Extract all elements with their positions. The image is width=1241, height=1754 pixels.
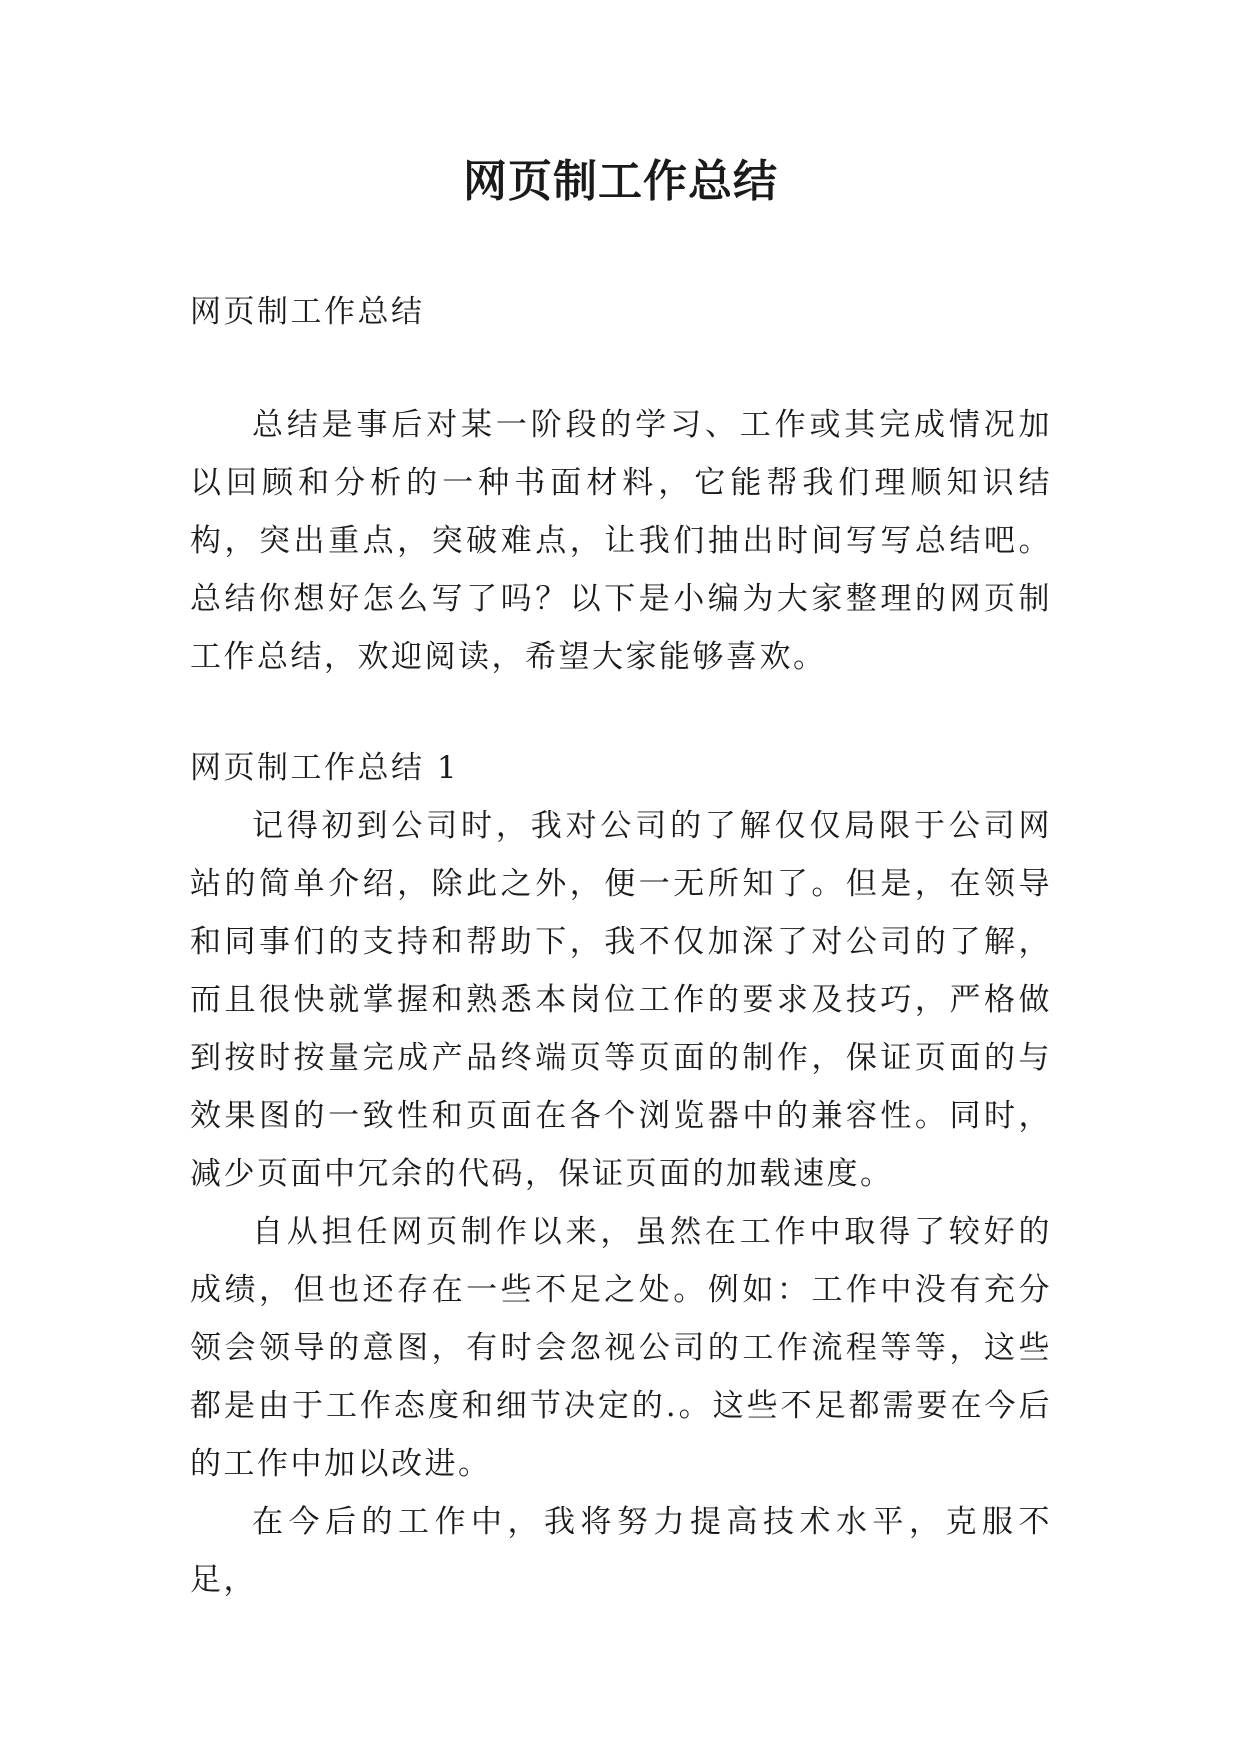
body-paragraph: 记得初到公司时，我对公司的了解仅仅局限于公司网站的简单介绍，除此之外，便一无所知了。但是，在领导和同事们的支持和帮助下，我不仅加深了对公司的了解，而且很快就掌握和熟悉本岗位工作的要求及技巧，严格做到按时按量完成产品终端页等页面的制作，保证页面的与效果图的一致性和页面在各个浏览器中的兼容性。同时，减少页面中冗余的代码，保证页面的加载速度。 (190, 808, 1052, 1192)
spacer (190, 686, 1052, 739)
document-title: 网页制工作总结 (463, 156, 778, 207)
document-body (190, 283, 1052, 1609)
intro-paragraph: 总结是事后对某一阶段的学习、工作或其完成情况加以回顾和分析的一种书面材料，它能帮我们理顺知识结构，突出重点，突破难点，让我们抽出时间写写总结吧。总结你想好怎么写了吗？以下是小编为大家整理的网页制工作总结，欢迎阅读，希望大家能够喜欢。 (190, 407, 1052, 675)
spacer (190, 341, 1052, 396)
document-subtitle: 网页制工作总结 (190, 294, 425, 330)
body-paragraph: 在今后的工作中，我将努力提高技术水平，克服不足， (190, 1504, 1052, 1598)
section-heading: 网页制工作总结 1 (190, 750, 460, 786)
body-paragraph: 自从担任网页制作以来，虽然在工作中取得了较好的成绩，但也还存在一些不足之处。例如：工作中没有充分领会领导的意图，有时会忽视公司的工作流程等等，这些都是由于工作态度和细节决定的.。这些不足都需要在今后的工作中加以改进。 (190, 1214, 1052, 1482)
